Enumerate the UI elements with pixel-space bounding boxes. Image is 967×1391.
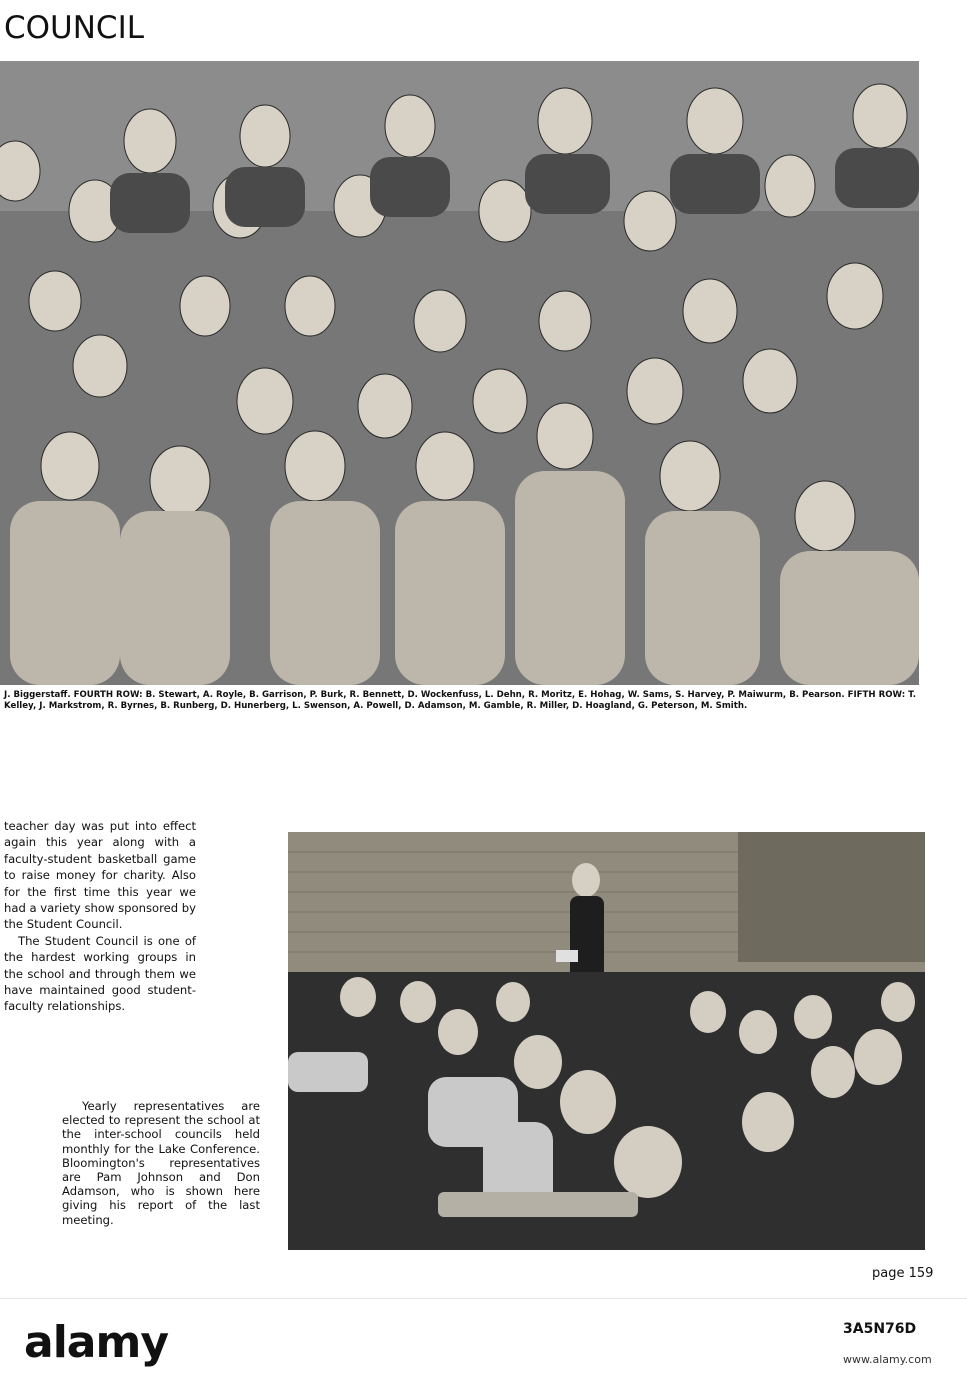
- footer-url[interactable]: www.alamy.com: [843, 1353, 932, 1366]
- group-photo: [0, 61, 919, 685]
- representatives-paragraph: Yearly representatives are elected to represent the school at the inter-school councils held monthly for the Lake Conference. Bloomington's representatives are Pam Johnson and Don Adamson, who is shown here giving his report of the last meeting.: [62, 1099, 260, 1227]
- image-id: 3A5N76D: [843, 1321, 917, 1337]
- page-number: page 159: [872, 1266, 934, 1281]
- body-text-column: [4, 818, 196, 1015]
- body-paragraph: The Student Council is one of the hardest working groups in the school and through them we have maintained good student-faculty relationships.: [4, 933, 196, 1014]
- meeting-photo-illustration: [288, 832, 925, 1250]
- body-paragraph: teacher day was put into effect again this year along with a faculty-student basketball game to raise money for charity. Also for the first time this year we had a variety show sponsored by the Student Council.: [4, 819, 196, 932]
- page-title: COUNCIL: [4, 10, 144, 46]
- meeting-photo: [288, 832, 925, 1250]
- photo-caption: J. Biggerstaff. FOURTH ROW: B. Stewart, A. Royle, B. Garrison, P. Burk, R. Bennett, D. Wockenfuss, L. Dehn, R. Moritz, E. Hohag, W. Sams, S. Harvey, P. Maiwurm, B. Pearson. FIFTH ROW: T. Kelley, J. Markstrom, R. Byrnes, B. Runberg, D. Hunerberg, L. Swenson, A. Powell, D. Adamson, M. Gamble, R. Miller, D. Hoagland, G. Peterson, M. Smith.: [4, 690, 916, 711]
- group-photo-illustration: [0, 61, 919, 685]
- alamy-logo: alamy: [24, 1317, 168, 1368]
- stock-footer: [0, 1298, 967, 1391]
